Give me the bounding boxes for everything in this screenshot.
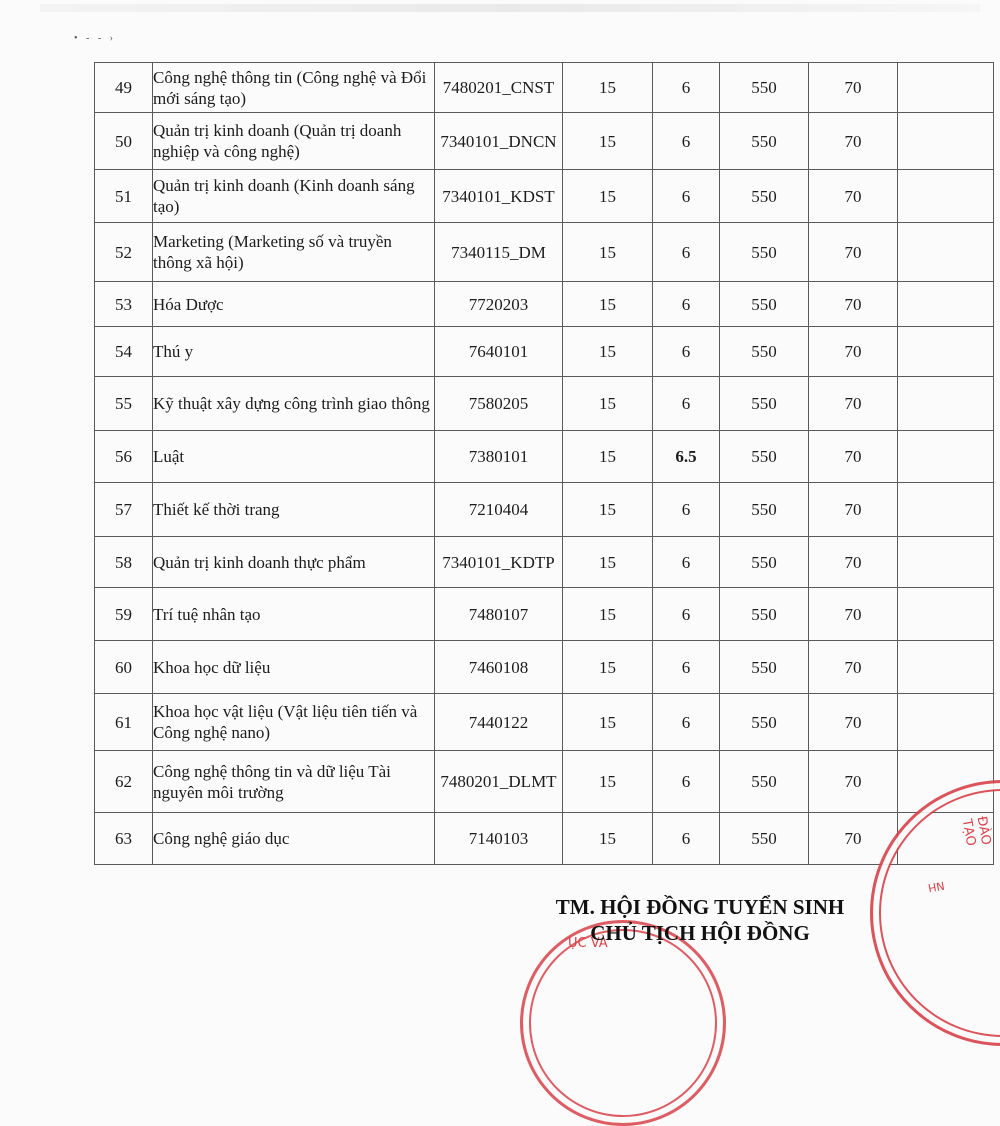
row-number: 55 [95,377,153,431]
value-col-1: 15 [563,588,653,641]
value-col-4: 70 [809,223,898,282]
table-row [95,694,994,751]
value-col-2: 6 [653,113,720,170]
value-col-1: 15 [563,282,653,327]
value-col-3: 550 [720,537,809,588]
value-col-1: 15 [563,377,653,431]
table-row [95,282,994,327]
table-row [95,170,994,223]
row-number: 63 [95,813,153,865]
value-col-1: 15 [563,813,653,865]
table-row [95,113,994,170]
program-code: 7340101_KDST [435,170,563,223]
row-number: 51 [95,170,153,223]
row-number: 53 [95,282,153,327]
row-number: 59 [95,588,153,641]
notes-cell [898,377,994,431]
program-name: Quản trị kinh doanh thực phẩm [153,537,435,588]
value-col-2: 6 [653,63,720,113]
program-code: 7720203 [435,282,563,327]
table-row [95,431,994,483]
row-number: 50 [95,113,153,170]
value-col-4: 70 [809,537,898,588]
value-col-4: 70 [809,113,898,170]
value-col-2: 6 [653,751,720,813]
signature-subtitle: CHỦ TỊCH HỘI ĐỒNG [590,921,810,945]
value-col-2: 6 [653,641,720,694]
table-row [95,641,994,694]
program-code: 7480201_CNST [435,63,563,113]
program-name: Khoa học dữ liệu [153,641,435,694]
row-number: 49 [95,63,153,113]
program-name: Công nghệ thông tin (Công nghệ và Đổi mới sáng tạo) [153,63,435,113]
value-col-3: 550 [720,377,809,431]
value-col-4: 70 [809,377,898,431]
program-name: Trí tuệ nhân tạo [153,588,435,641]
value-col-2: 6 [653,170,720,223]
value-col-4: 70 [809,431,898,483]
row-number: 54 [95,327,153,377]
program-code: 7480201_DLMT [435,751,563,813]
program-code: 7210404 [435,483,563,537]
notes-cell [898,223,994,282]
stamp-right-inner-text: NH [926,878,946,895]
program-name: Thiết kế thời trang [153,483,435,537]
table-row [95,588,994,641]
table-row [95,377,994,431]
value-col-4: 70 [809,327,898,377]
value-col-2: 6 [653,537,720,588]
program-name: Công nghệ giáo dục [153,813,435,865]
row-number: 60 [95,641,153,694]
value-col-1: 15 [563,751,653,813]
row-number: 57 [95,483,153,537]
notes-cell [898,483,994,537]
value-col-3: 550 [720,641,809,694]
value-col-1: 15 [563,431,653,483]
signature-title: TM. HỘI ĐỒNG TUYỂN SINH [555,895,845,919]
page-mark: • - - › [74,33,116,44]
value-col-1: 15 [563,327,653,377]
value-col-2: 6 [653,223,720,282]
program-code: 7480107 [435,588,563,641]
stamp-right-text: ĐÀO TẠO [958,815,994,848]
program-code: 7340115_DM [435,223,563,282]
program-name: Khoa học vật liệu (Vật liệu tiên tiến và Công nghệ nano) [153,694,435,751]
row-number: 62 [95,751,153,813]
table-row [95,751,994,813]
table-row [95,223,994,282]
value-col-4: 70 [809,813,898,865]
program-code: 7340101_KDTP [435,537,563,588]
notes-cell [898,170,994,223]
value-col-1: 15 [563,223,653,282]
notes-cell [898,641,994,694]
table-row [95,537,994,588]
value-col-4: 70 [809,588,898,641]
value-col-3: 550 [720,483,809,537]
table-row [95,483,994,537]
program-code: 7640101 [435,327,563,377]
value-col-1: 15 [563,641,653,694]
value-col-4: 70 [809,751,898,813]
value-col-4: 70 [809,483,898,537]
value-col-2: 6 [653,813,720,865]
value-col-3: 550 [720,170,809,223]
notes-cell [898,694,994,751]
notes-cell [898,537,994,588]
value-col-3: 550 [720,113,809,170]
program-name: Công nghệ thông tin và dữ liệu Tài nguyên môi trường [153,751,435,813]
notes-cell [898,63,994,113]
value-col-1: 15 [563,483,653,537]
value-col-2: 6 [653,588,720,641]
value-col-3: 550 [720,694,809,751]
table-row [95,327,994,377]
value-col-2: 6 [653,694,720,751]
program-name: Thú y [153,327,435,377]
value-col-3: 550 [720,813,809,865]
value-col-3: 550 [720,588,809,641]
row-number: 56 [95,431,153,483]
value-col-1: 15 [563,537,653,588]
value-col-4: 70 [809,694,898,751]
program-name: Luật [153,431,435,483]
official-stamp-left [520,920,726,1126]
value-col-3: 550 [720,431,809,483]
value-col-4: 70 [809,641,898,694]
program-name: Hóa Dược [153,282,435,327]
program-name: Kỹ thuật xây dựng công trình giao thông [153,377,435,431]
value-col-4: 70 [809,170,898,223]
notes-cell [898,327,994,377]
program-code: 7380101 [435,431,563,483]
value-col-2: 6 [653,282,720,327]
notes-cell [898,431,994,483]
value-col-4: 70 [809,63,898,113]
value-col-3: 550 [720,327,809,377]
program-code: 7460108 [435,641,563,694]
value-col-1: 15 [563,170,653,223]
notes-cell [898,588,994,641]
value-col-3: 550 [720,223,809,282]
value-col-1: 15 [563,694,653,751]
admission-table [94,62,994,865]
scan-artifact-top [40,4,980,12]
value-col-3: 550 [720,282,809,327]
value-col-3: 550 [720,751,809,813]
value-col-2: 6 [653,327,720,377]
program-name: Quản trị kinh doanh (Quản trị doanh nghiệp và công nghệ) [153,113,435,170]
table-row [95,63,994,113]
row-number: 61 [95,694,153,751]
row-number: 52 [95,223,153,282]
value-col-3: 550 [720,63,809,113]
signature-block [520,894,880,946]
value-col-2: 6 [653,377,720,431]
program-code: 7340101_DNCN [435,113,563,170]
value-col-1: 15 [563,63,653,113]
notes-cell [898,113,994,170]
value-col-1: 15 [563,113,653,170]
program-code: 7580205 [435,377,563,431]
notes-cell [898,282,994,327]
program-name: Quản trị kinh doanh (Kinh doanh sáng tạo) [153,170,435,223]
program-code: 7440122 [435,694,563,751]
stamp-left-text: ỤC VÀ [568,936,608,951]
program-code: 7140103 [435,813,563,865]
table-row [95,813,994,865]
value-col-4: 70 [809,282,898,327]
program-name: Marketing (Marketing số và truyền thông xã hội) [153,223,435,282]
value-col-2: 6 [653,483,720,537]
value-col-2: 6.5 [653,431,720,483]
row-number: 58 [95,537,153,588]
